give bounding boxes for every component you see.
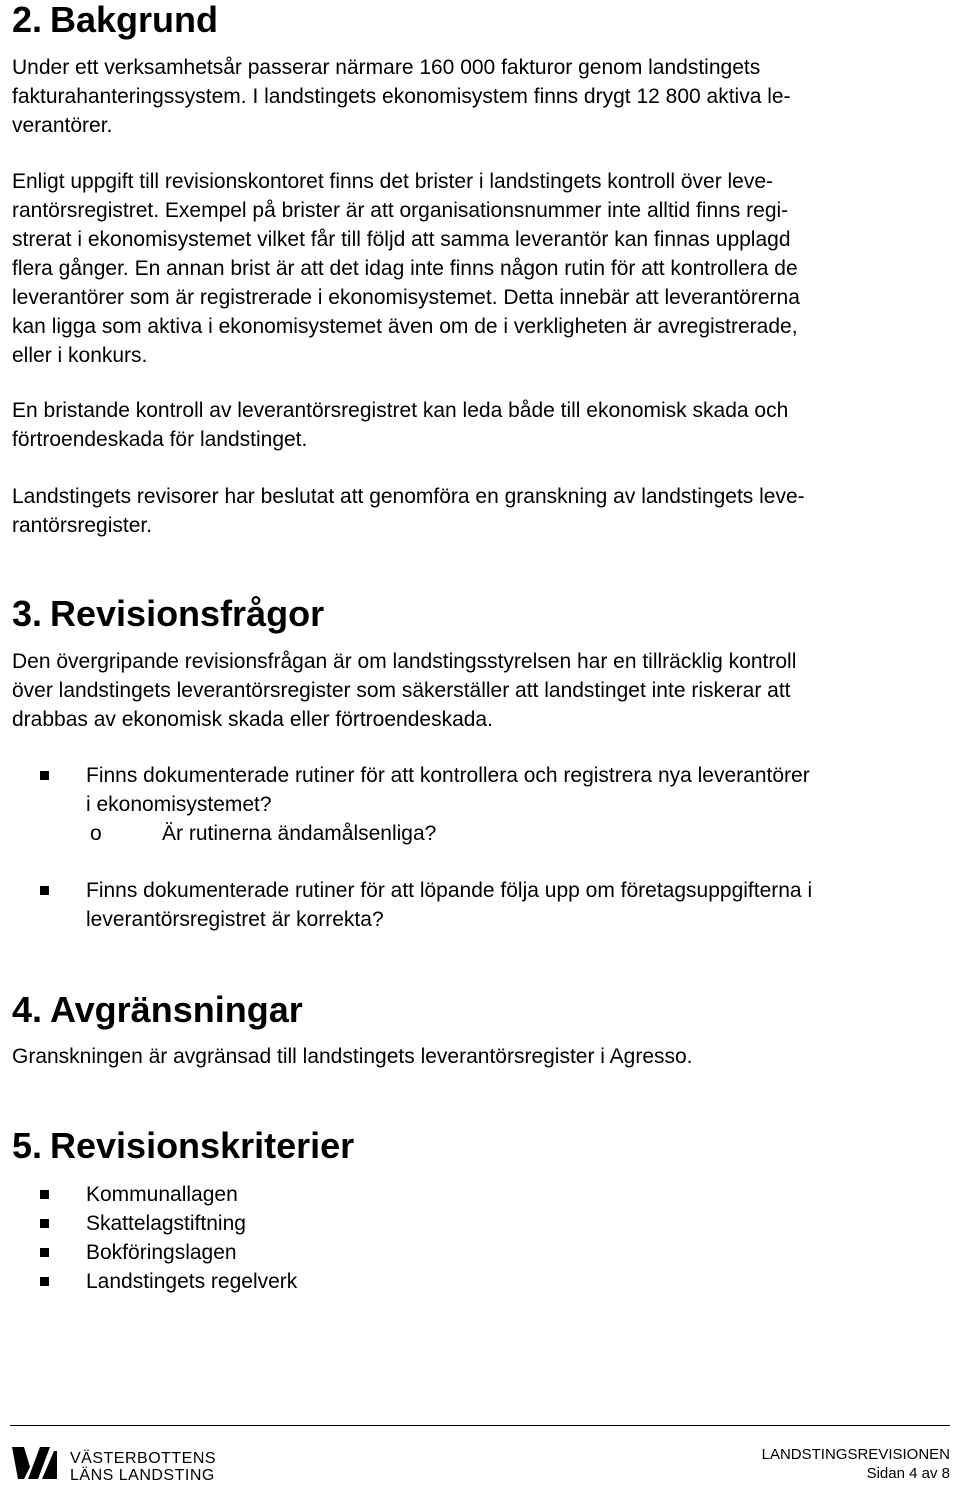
text-line: Under ett verksamhetsår passerar närmare 160 000 fakturor genom landstingets bbox=[12, 56, 761, 79]
paragraph bbox=[12, 53, 952, 140]
list-item-text: Landstingets regelverk bbox=[86, 1270, 298, 1293]
text-line: över landstingets leverantörsregister som säkerställer att landstinget inte riskerar att bbox=[12, 679, 791, 702]
text-line: rantörsregistret. Exempel på brister är att organisationsnummer inte alltid finns regi- bbox=[12, 199, 789, 222]
paragraph bbox=[12, 647, 952, 734]
text-line: leverantörer som är registrerade i ekonomisystemet. Detta innebär att leverantörerna bbox=[12, 286, 800, 309]
section-number: 2. bbox=[12, 0, 43, 40]
section-title: Revisionsfrågor bbox=[50, 593, 325, 634]
text-line: Den övergripande revisionsfrågan är om landstingsstyrelsen har en tillräcklig kontroll bbox=[12, 650, 797, 673]
square-bullet-icon bbox=[40, 886, 49, 895]
list-item-text: Finns dokumenterade rutiner för att kontrollera och registrera nya leverantörer bbox=[86, 764, 810, 787]
square-bullet-icon bbox=[40, 1277, 49, 1286]
list-item-text: i ekonomisystemet? bbox=[86, 793, 272, 816]
list-item-text: Bokföringslagen bbox=[86, 1241, 237, 1264]
text-line: fakturahanteringssystem. I landstingets ekonomisystem finns drygt 12 800 aktiva le- bbox=[12, 85, 791, 108]
section-heading-bakgrund bbox=[12, 0, 218, 40]
circle-bullet-marker: o bbox=[90, 822, 102, 845]
organization-name bbox=[70, 1450, 216, 1484]
text-line: Granskningen är avgränsad till landstingets leverantörsregister i Agresso. bbox=[12, 1045, 693, 1068]
text-line: strerat i ekonomisystemet vilket får till följd att samma leverantör kan finnas upplagd bbox=[12, 228, 791, 251]
section-heading-avgransningar bbox=[12, 990, 303, 1030]
footer-divider bbox=[10, 1425, 950, 1426]
list-item-text: Finns dokumenterade rutiner för att löpande följa upp om företagsuppgifterna i bbox=[86, 879, 813, 902]
square-bullet-icon bbox=[40, 1248, 49, 1257]
text-line: Enligt uppgift till revisionskontoret finns det brister i landstingets kontroll över leve- bbox=[12, 170, 774, 193]
paragraph bbox=[12, 167, 952, 370]
section-heading-revisionskriterier bbox=[12, 1126, 354, 1166]
paragraph bbox=[12, 482, 952, 540]
section-title: Revisionskriterier bbox=[50, 1125, 355, 1166]
section-heading-revisionsfragor bbox=[12, 594, 324, 634]
organization-name-line: VÄSTERBOTTENS bbox=[70, 1450, 217, 1467]
text-line: flera gånger. En annan brist är att det idag inte finns någon rutin för att kontrollera de bbox=[12, 257, 798, 280]
text-line: förtroendeskada för landstinget. bbox=[12, 428, 308, 451]
page-number: Sidan 4 av 8 bbox=[866, 1465, 950, 1482]
square-bullet-icon bbox=[40, 1190, 49, 1199]
text-line: En bristande kontroll av leverantörsregistret kan leda både till ekonomisk skada och bbox=[12, 399, 789, 422]
text-line: rantörsregister. bbox=[12, 514, 153, 537]
section-title: Avgränsningar bbox=[50, 989, 303, 1030]
section-number: 4. bbox=[12, 989, 43, 1030]
vll-logo-icon bbox=[10, 1445, 58, 1481]
section-number: 5. bbox=[12, 1125, 43, 1166]
square-bullet-icon bbox=[40, 771, 49, 780]
square-bullet-icon bbox=[40, 1219, 49, 1228]
text-line: drabbas av ekonomisk skada eller förtroendeskada. bbox=[12, 708, 493, 731]
list-item-text: Skattelagstiftning bbox=[86, 1212, 246, 1235]
footer-department: LANDSTINGSREVISIONEN bbox=[761, 1446, 950, 1463]
text-line: eller i konkurs. bbox=[12, 344, 148, 367]
text-line: kan ligga som aktiva i ekonomisystemet även om de i verkligheten är avregistrerade, bbox=[12, 315, 798, 338]
text-line: verantörer. bbox=[12, 114, 113, 137]
section-number: 3. bbox=[12, 593, 43, 634]
list-item-text: leverantörsregistret är korrekta? bbox=[86, 908, 384, 931]
paragraph bbox=[12, 396, 952, 454]
paragraph bbox=[12, 1042, 952, 1071]
text-line: Landstingets revisorer har beslutat att genomföra en granskning av landstingets leve- bbox=[12, 485, 805, 508]
sub-list-item-text: Är rutinerna ändamålsenliga? bbox=[162, 822, 437, 845]
organization-name-line: LÄNS LANDSTING bbox=[70, 1467, 215, 1484]
section-title: Bakgrund bbox=[50, 0, 219, 40]
list-item-text: Kommunallagen bbox=[86, 1183, 238, 1206]
